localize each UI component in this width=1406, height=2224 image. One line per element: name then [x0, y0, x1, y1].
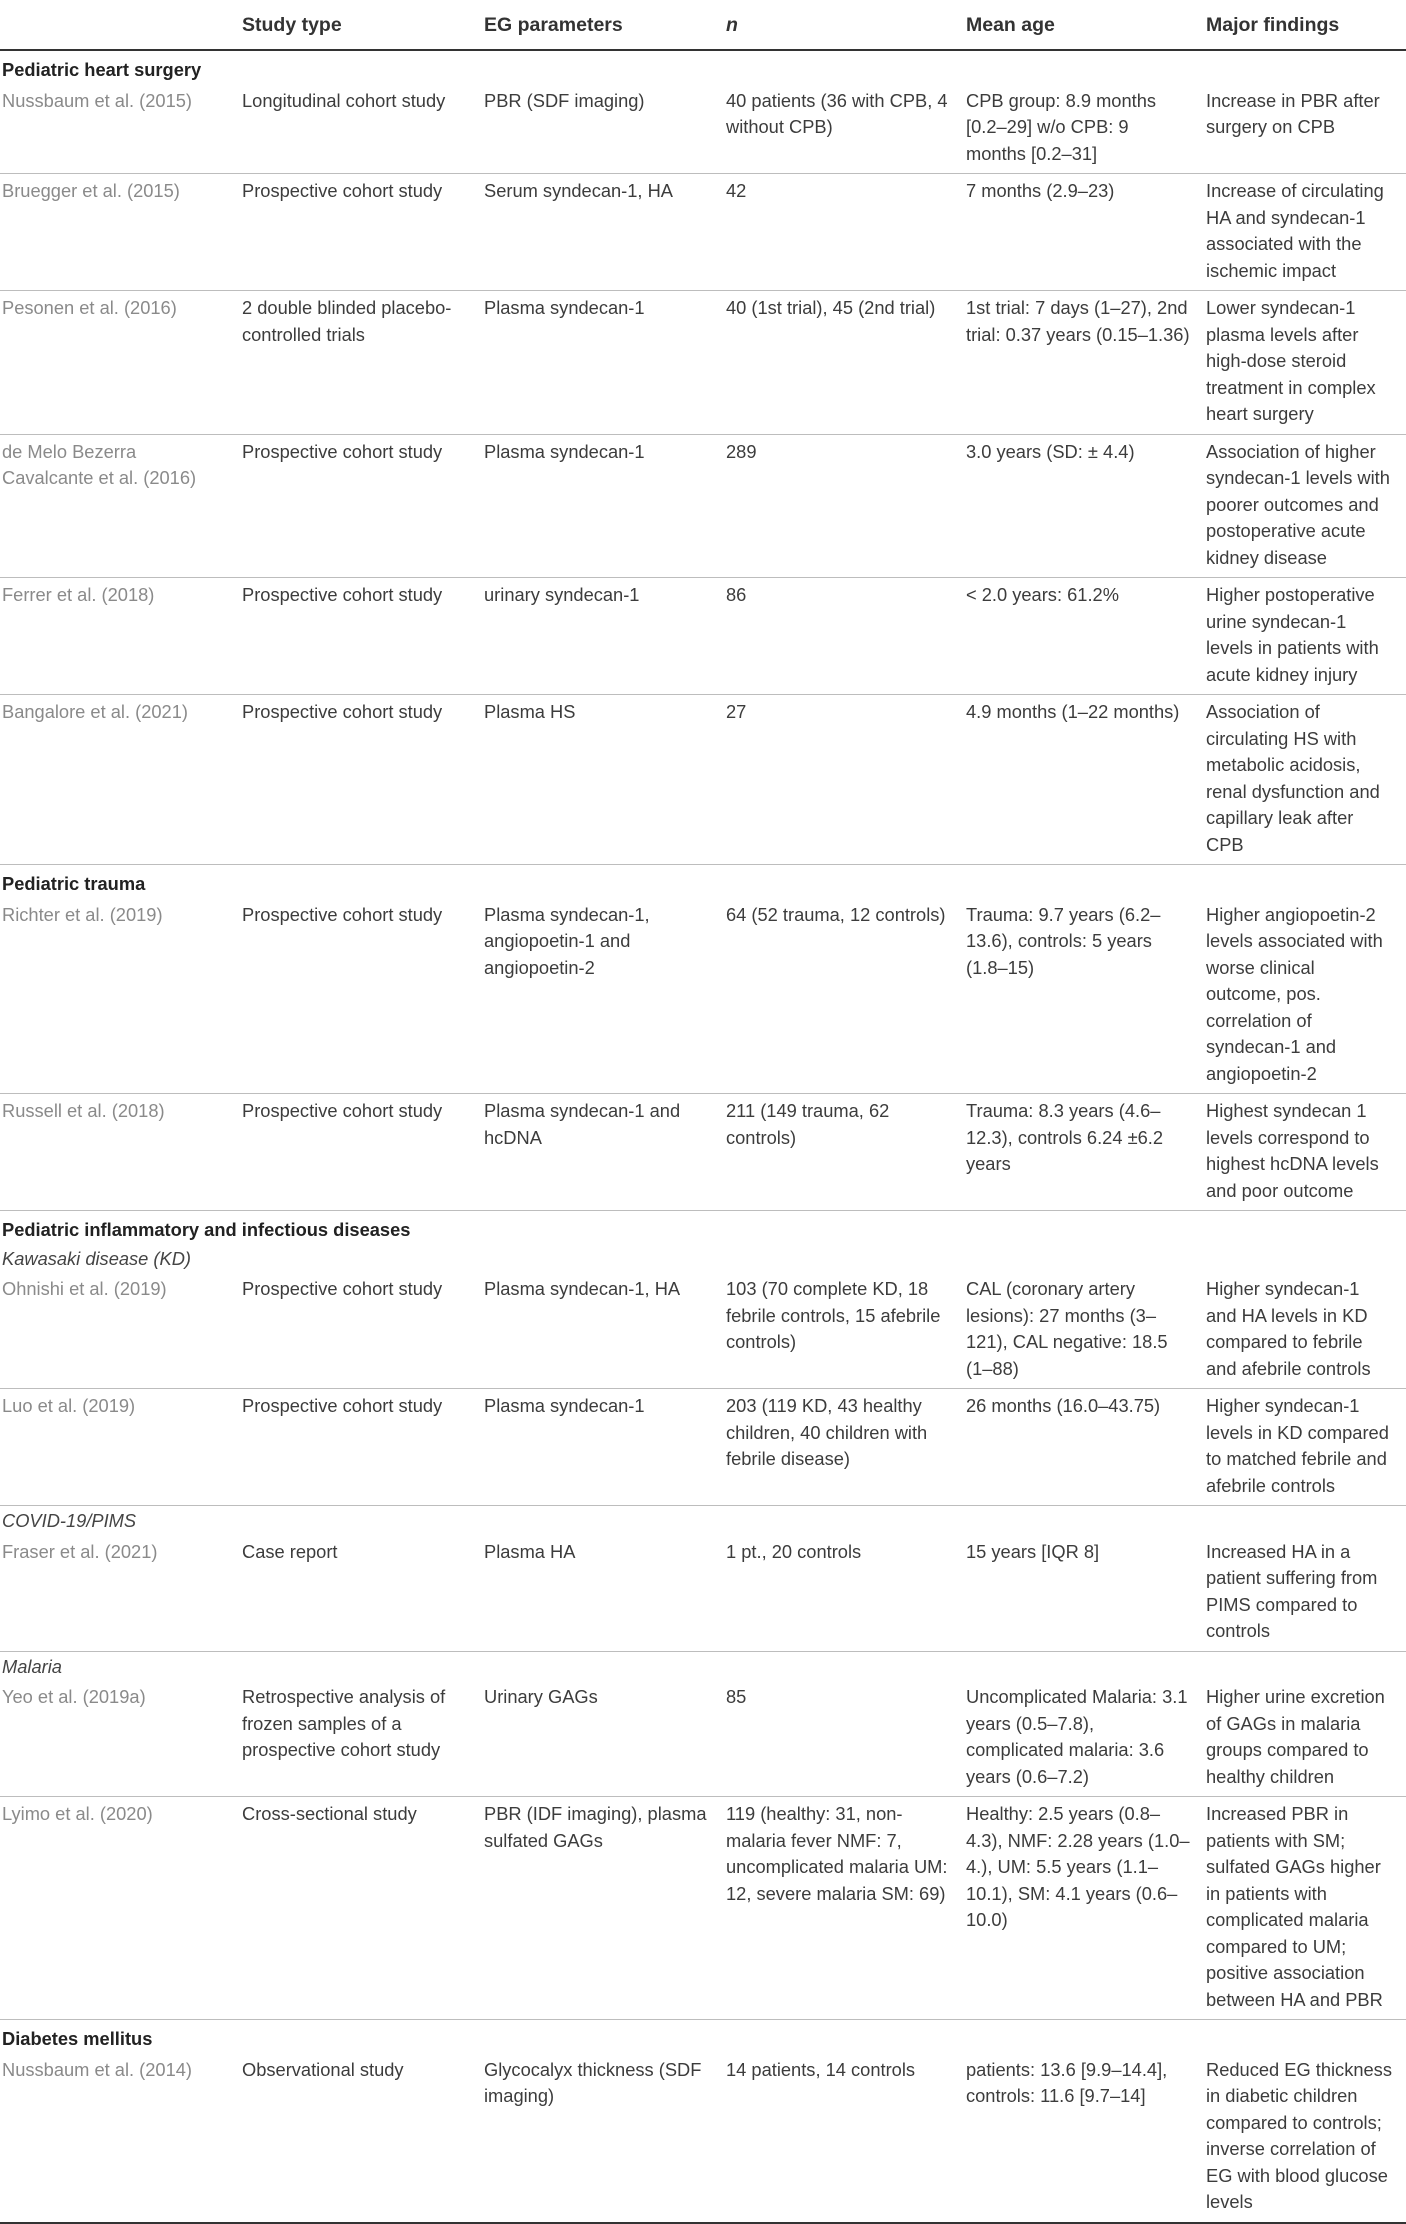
major-findings-cell: Higher urine excretion of GAGs in malaria groups compared to healthy children — [1204, 1680, 1406, 1797]
n-cell: 289 — [724, 434, 964, 578]
study-type-cell: Case report — [240, 1535, 482, 1652]
header-study — [0, 0, 240, 50]
n-cell: 14 patients, 14 controls — [724, 2053, 964, 2223]
table-row — [0, 1535, 1406, 1652]
subsection-heading-row — [0, 1244, 1406, 1273]
mean-age-cell: Uncomplicated Malaria: 3.1 years (0.5–7.8), complicated malaria: 3.6 years (0.6–7.2) — [964, 1680, 1204, 1797]
table-header-row — [0, 0, 1406, 50]
study-type-cell: Prospective cohort study — [240, 174, 482, 291]
major-findings-cell: Increased PBR in patients with SM; sulfated GAGs higher in patients with complicated malaria compared to UM; positive association between HA and PBR — [1204, 1797, 1406, 2020]
study-cell: Luo et al. (2019) — [0, 1389, 240, 1506]
study-cell: Fraser et al. (2021) — [0, 1535, 240, 1652]
study-type-cell: Prospective cohort study — [240, 578, 482, 695]
eg-parameters-cell: Serum syndecan-1, HA — [482, 174, 724, 291]
study-cell: Richter et al. (2019) — [0, 898, 240, 1094]
table-row — [0, 84, 1406, 174]
n-cell: 27 — [724, 695, 964, 865]
mean-age-cell: 1st trial: 7 days (1–27), 2nd trial: 0.37 years (0.15–1.36) — [964, 291, 1204, 435]
table-row — [0, 1389, 1406, 1506]
table-row — [0, 1094, 1406, 1211]
table-row — [0, 1797, 1406, 2020]
section-heading: Diabetes mellitus — [2, 2028, 153, 2049]
subsection-heading-row — [0, 1506, 1406, 1535]
eg-parameters-cell: Plasma syndecan-1 and hcDNA — [482, 1094, 724, 1211]
study-cell: Ohnishi et al. (2019) — [0, 1272, 240, 1389]
study-cell: Pesonen et al. (2016) — [0, 291, 240, 435]
study-cell: Nussbaum et al. (2015) — [0, 84, 240, 174]
table-row — [0, 695, 1406, 865]
mean-age-cell: patients: 13.6 [9.9–14.4], controls: 11.6 [9.7–14] — [964, 2053, 1204, 2223]
study-type-cell: Prospective cohort study — [240, 1094, 482, 1211]
eg-parameters-cell: Glycocalyx thickness (SDF imaging) — [482, 2053, 724, 2223]
table-row — [0, 291, 1406, 435]
subsection-heading: COVID-19/PIMS — [2, 1510, 137, 1531]
major-findings-cell: Highest syndecan 1 levels correspond to highest hcDNA levels and poor outcome — [1204, 1094, 1406, 1211]
study-type-cell: Longitudinal cohort study — [240, 84, 482, 174]
major-findings-cell: Lower syndecan-1 plasma levels after high-dose steroid treatment in complex heart surgery — [1204, 291, 1406, 435]
section-heading: Pediatric inflammatory and infectious diseases — [2, 1219, 411, 1240]
study-type-cell: Prospective cohort study — [240, 1272, 482, 1389]
study-type-cell: Prospective cohort study — [240, 1389, 482, 1506]
table-row — [0, 174, 1406, 291]
section-heading: Pediatric trauma — [2, 873, 146, 894]
subsection-heading: Kawasaki disease (KD) — [2, 1247, 191, 1269]
mean-age-cell: 7 months (2.9–23) — [964, 174, 1204, 291]
mean-age-cell: < 2.0 years: 61.2% — [964, 578, 1204, 695]
subsection-heading-row — [0, 1651, 1406, 1680]
header-mean-age: Mean age — [964, 0, 1204, 50]
n-cell: 203 (119 KD, 43 healthy children, 40 children with febrile disease) — [724, 1389, 964, 1506]
study-type-cell: Prospective cohort study — [240, 898, 482, 1094]
study-cell: Bruegger et al. (2015) — [0, 174, 240, 291]
study-type-cell: Prospective cohort study — [240, 434, 482, 578]
study-type-cell: Retrospective analysis of frozen samples of a prospective cohort study — [240, 1680, 482, 1797]
eg-parameters-cell: Plasma syndecan-1 — [482, 1389, 724, 1506]
eg-parameters-cell: Plasma HS — [482, 695, 724, 865]
major-findings-cell: Association of higher syndecan-1 levels with poorer outcomes and postoperative acute kidney disease — [1204, 434, 1406, 578]
table-body — [0, 50, 1406, 2223]
table-row — [0, 1272, 1406, 1389]
n-cell: 103 (70 complete KD, 18 febrile controls, 15 afebrile controls) — [724, 1272, 964, 1389]
n-cell: 40 patients (36 with CPB, 4 without CPB) — [724, 84, 964, 174]
study-type-cell: Observational study — [240, 2053, 482, 2223]
major-findings-cell: Higher syndecan-1 and HA levels in KD compared to febrile and afebrile controls — [1204, 1272, 1406, 1389]
study-cell: Lyimo et al. (2020) — [0, 1797, 240, 2020]
n-cell: 86 — [724, 578, 964, 695]
eg-parameters-cell: Plasma syndecan-1, HA — [482, 1272, 724, 1389]
n-cell: 1 pt., 20 controls — [724, 1535, 964, 1652]
major-findings-cell: Association of circulating HS with metabolic acidosis, renal dysfunction and capillary leak after CPB — [1204, 695, 1406, 865]
n-cell: 40 (1st trial), 45 (2nd trial) — [724, 291, 964, 435]
major-findings-cell: Higher postoperative urine syndecan-1 levels in patients with acute kidney injury — [1204, 578, 1406, 695]
major-findings-cell: Reduced EG thickness in diabetic children compared to controls; inverse correlation of EG with blood glucose levels — [1204, 2053, 1406, 2223]
n-cell: 64 (52 trauma, 12 controls) — [724, 898, 964, 1094]
major-findings-cell: Increased HA in a patient suffering from PIMS compared to controls — [1204, 1535, 1406, 1652]
mean-age-cell: 26 months (16.0–43.75) — [964, 1389, 1204, 1506]
mean-age-cell: CPB group: 8.9 months [0.2–29] w/o CPB: 9 months [0.2–31] — [964, 84, 1204, 174]
eg-parameters-cell: Plasma HA — [482, 1535, 724, 1652]
eg-parameters-cell: urinary syndecan-1 — [482, 578, 724, 695]
section-heading-row — [0, 1211, 1406, 1244]
eg-parameters-cell: Plasma syndecan-1, angiopoetin-1 and angiopoetin-2 — [482, 898, 724, 1094]
section-heading-row — [0, 2020, 1406, 2053]
study-cell: Bangalore et al. (2021) — [0, 695, 240, 865]
eg-parameters-cell: Plasma syndecan-1 — [482, 434, 724, 578]
eg-parameters-cell: PBR (IDF imaging), plasma sulfated GAGs — [482, 1797, 724, 2020]
study-cell: Russell et al. (2018) — [0, 1094, 240, 1211]
n-cell: 42 — [724, 174, 964, 291]
major-findings-cell: Higher syndecan-1 levels in KD compared to matched febrile and afebrile controls — [1204, 1389, 1406, 1506]
header-study-type: Study type — [240, 0, 482, 50]
study-type-cell: Prospective cohort study — [240, 695, 482, 865]
major-findings-cell: Higher angiopoetin-2 levels associated with worse clinical outcome, pos. correlation of syndecan-1 and angiopoetin-2 — [1204, 898, 1406, 1094]
mean-age-cell: 4.9 months (1–22 months) — [964, 695, 1204, 865]
table-row — [0, 1680, 1406, 1797]
section-heading-row — [0, 865, 1406, 898]
header-n: n — [724, 0, 964, 50]
mean-age-cell: Healthy: 2.5 years (0.8–4.3), NMF: 2.28 years (1.0–4.), UM: 5.5 years (1.1–10.1), SM: 4.1 years (0.6–10.0) — [964, 1797, 1204, 2020]
table-row — [0, 898, 1406, 1094]
mean-age-cell: Trauma: 9.7 years (6.2–13.6), controls: 5 years (1.8–15) — [964, 898, 1204, 1094]
table-row — [0, 2053, 1406, 2223]
header-major-findings: Major findings — [1204, 0, 1406, 50]
major-findings-cell: Increase of circulating HA and syndecan-1 associated with the ischemic impact — [1204, 174, 1406, 291]
n-cell: 85 — [724, 1680, 964, 1797]
n-cell: 119 (healthy: 31, non-malaria fever NMF: 7, uncomplicated malaria UM: 12, severe malaria SM: 69) — [724, 1797, 964, 2020]
mean-age-cell: 3.0 years (SD: ± 4.4) — [964, 434, 1204, 578]
study-cell: Ferrer et al. (2018) — [0, 578, 240, 695]
major-findings-cell: Increase in PBR after surgery on CPB — [1204, 84, 1406, 174]
study-type-cell: Cross-sectional study — [240, 1797, 482, 2020]
section-heading-row — [0, 50, 1406, 84]
section-heading: Pediatric heart surgery — [2, 59, 202, 80]
table-row — [0, 434, 1406, 578]
eg-parameters-cell: PBR (SDF imaging) — [482, 84, 724, 174]
table-row — [0, 578, 1406, 695]
eg-parameters-cell: Urinary GAGs — [482, 1680, 724, 1797]
study-cell: Yeo et al. (2019a) — [0, 1680, 240, 1797]
header-eg-parameters: EG parameters — [482, 0, 724, 50]
study-cell: de Melo Bezerra Cavalcante et al. (2016) — [0, 434, 240, 578]
subsection-heading: Malaria — [2, 1655, 62, 1677]
study-type-cell: 2 double blinded placebo-controlled trials — [240, 291, 482, 435]
mean-age-cell: Trauma: 8.3 years (4.6–12.3), controls 6.24 ±6.2 years — [964, 1094, 1204, 1211]
eg-parameters-cell: Plasma syndecan-1 — [482, 291, 724, 435]
mean-age-cell: CAL (coronary artery lesions): 27 months (3–121), CAL negative: 18.5 (1–88) — [964, 1272, 1204, 1389]
study-cell: Nussbaum et al. (2014) — [0, 2053, 240, 2223]
n-cell: 211 (149 trauma, 62 controls) — [724, 1094, 964, 1211]
mean-age-cell: 15 years [IQR 8] — [964, 1535, 1204, 1652]
